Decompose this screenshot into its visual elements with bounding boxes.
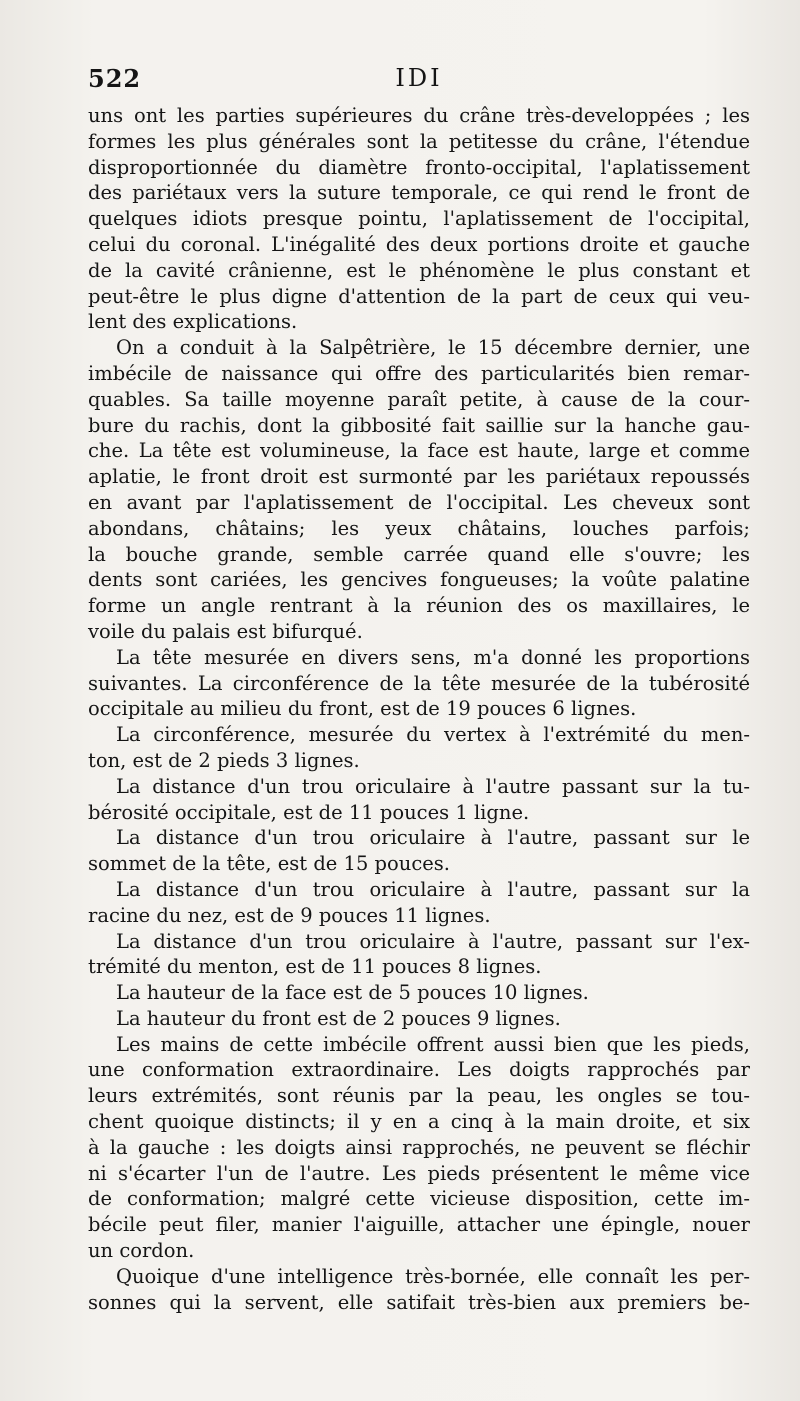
text-line: La hauteur de la face est de 5 pouces 10 lignes. xyxy=(116,981,589,1005)
text-line: en avant par l'aplatissement de l'occipital. Les cheveux sont xyxy=(88,490,750,514)
text-line: peut-être le plus digne d'attention de la part de ceux qui veu- xyxy=(88,284,750,308)
text-line: de la cavité crânienne, est le phénomène le plus constant et xyxy=(88,258,750,282)
text-line: voile du palais est bifurqué. xyxy=(88,619,363,643)
text-line: une conformation extraordinaire. Les doigts rapprochés par xyxy=(88,1058,750,1082)
text-line: forme un angle rentrant à la réunion des os maxillaires, le xyxy=(88,594,750,618)
text-line: abondans, châtains; les yeux châtains, louches parfois; xyxy=(88,516,750,540)
text-line: La tête mesurée en divers sens, m'a donné les proportions xyxy=(116,645,750,669)
page-number: 522 xyxy=(88,64,142,93)
text-line: trémité du menton, est de 11 pouces 8 lignes. xyxy=(88,955,542,979)
text-line: La distance d'un trou oriculaire à l'autre, passant sur la xyxy=(116,877,750,901)
text-line: occipitale au milieu du front, est de 19 pouces 6 lignes. xyxy=(88,697,637,721)
text-line: de conformation; malgré cette vicieuse disposition, cette im- xyxy=(88,1187,750,1211)
text-line: sonnes qui la servent, elle satifait très-bien aux premiers be- xyxy=(88,1290,750,1314)
text-line: lent des explications. xyxy=(88,310,298,334)
text-line: formes les plus générales sont la petitesse du crâne, l'étendue xyxy=(88,129,750,153)
text-line: racine du nez, est de 9 pouces 11 lignes. xyxy=(88,903,491,927)
text-line: Les mains de cette imbécile offrent aussi bien que les pieds, xyxy=(116,1032,750,1056)
text-line: bérosité occipitale, est de 11 pouces 1 ligne. xyxy=(88,800,530,824)
text-line: chent quoique distincts; il y en a cinq à la main droite, et six xyxy=(88,1110,750,1134)
text-line: La distance d'un trou oriculaire à l'autre, passant sur l'ex- xyxy=(116,929,750,953)
text-line: à la gauche : les doigts ainsi rapprochés, ne peuvent se fléchir xyxy=(88,1135,750,1159)
running-title: IDI xyxy=(395,64,443,92)
text-line: bécile peut filer, manier l'aiguille, attacher une épingle, nouer xyxy=(88,1213,750,1237)
text-line: La circonférence, mesurée du vertex à l'extrémité du men- xyxy=(116,723,750,747)
text-line: suivantes. La circonférence de la tête mesurée de la tubérosité xyxy=(88,671,750,695)
text-line: dents sont cariées, les gencives fongueuses; la voûte palatine xyxy=(88,568,750,592)
text-line: La hauteur du front est de 2 pouces 9 lignes. xyxy=(116,1006,561,1030)
text-line: quables. Sa taille moyenne paraît petite, à cause de la cour- xyxy=(88,387,750,411)
text-line: aplatie, le front droit est surmonté par les pariétaux repoussés xyxy=(88,465,750,489)
text-line: La distance d'un trou oriculaire à l'autre passant sur la tu- xyxy=(116,774,750,798)
text-line: bure du rachis, dont la gibbosité fait saillie sur la hanche gau- xyxy=(88,413,750,437)
text-line: sommet de la tête, est de 15 pouces. xyxy=(88,852,450,876)
text-line: imbécile de naissance qui offre des particularités bien remar- xyxy=(88,361,750,385)
text-line: celui du coronal. L'inégalité des deux portions droite et gauche xyxy=(88,232,750,256)
text-line: che. La tête est volumineuse, la face est haute, large et comme xyxy=(88,439,750,463)
text-line: ni s'écarter l'un de l'autre. Les pieds présentent le même vice xyxy=(88,1161,750,1185)
running-header xyxy=(88,64,750,94)
text-line: leurs extrémités, sont réunis par la peau, les ongles se tou- xyxy=(88,1084,750,1108)
text-line: On a conduit à la Salpêtrière, le 15 décembre dernier, une xyxy=(116,336,750,360)
text-line: disproportionnée du diamètre fronto-occipital, l'aplatissement xyxy=(88,155,750,179)
text-line: quelques idiots presque pointu, l'aplatissement de l'occipital, xyxy=(88,207,750,231)
text-line: uns ont les parties supérieures du crâne très-developpées ; les xyxy=(88,104,750,127)
text-line: un cordon. xyxy=(88,1239,195,1263)
text-line: ton, est de 2 pieds 3 lignes. xyxy=(88,748,360,772)
text-line: La distance d'un trou oriculaire à l'autre, passant sur le xyxy=(116,826,750,850)
text-line: des pariétaux vers la suture temporale, ce qui rend le front de xyxy=(88,181,750,205)
text-line: Quoique d'une intelligence très-bornée, elle connaît les per- xyxy=(116,1264,750,1288)
body-text xyxy=(88,103,750,1315)
text-line: la bouche grande, semble carrée quand elle s'ouvre; les xyxy=(88,542,750,566)
